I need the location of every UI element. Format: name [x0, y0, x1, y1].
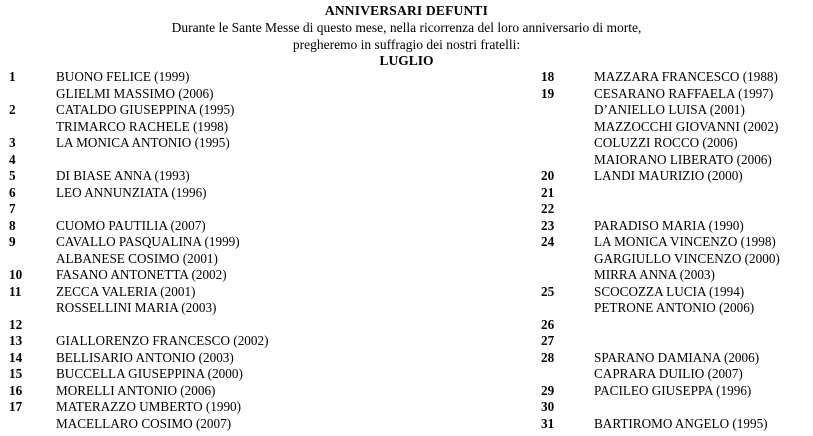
anniversary-row — [0, 366, 400, 383]
intro-line-2: pregheremo in suffragio dei nostri fratelli: — [292, 37, 521, 52]
anniversary-row — [535, 366, 813, 383]
deceased-name: PETRONE ANTONIO (2006) — [594, 300, 755, 315]
deceased-name: GLIELMI MASSIMO (2006) — [56, 85, 214, 101]
day-number: 6 — [9, 184, 16, 200]
anniversary-row — [535, 185, 813, 202]
deceased-name: CESARANO RAFFAELA (1997) — [594, 85, 774, 101]
day-number: 28 — [541, 349, 555, 365]
anniversary-row — [535, 251, 813, 268]
deceased-name: LEO ANNUNZIATA (1996) — [56, 184, 207, 200]
anniversary-row — [535, 317, 813, 334]
anniversary-row — [535, 201, 813, 218]
deceased-name: COLUZZI ROCCO (2006) — [594, 135, 738, 150]
left-column — [0, 69, 400, 432]
anniversary-row — [535, 234, 813, 251]
deceased-name: GARGIULLO VINCENZO (2000) — [594, 250, 780, 266]
day-number: 8 — [9, 217, 16, 233]
deceased-name: LA MONICA ANTONIO (1995) — [56, 135, 230, 150]
anniversary-row — [0, 119, 400, 136]
day-number: 17 — [9, 399, 23, 414]
anniversary-row — [535, 135, 813, 152]
deceased-name: SPARANO DAMIANA (2006) — [594, 349, 760, 365]
deceased-name: CATALDO GIUSEPPINA (1995) — [56, 102, 235, 117]
anniversary-row — [0, 185, 400, 202]
deceased-name: ZECCA VALERIA (2001) — [56, 283, 196, 299]
deceased-name: ROSSELLINI MARIA (2003) — [56, 300, 217, 315]
anniversary-row — [535, 218, 813, 235]
deceased-name: MIRRA ANNA (2003) — [594, 267, 715, 282]
day-number: 7 — [9, 201, 16, 216]
anniversary-row — [0, 251, 400, 268]
anniversary-row — [535, 350, 813, 367]
day-number: 13 — [9, 333, 23, 348]
day-number: 22 — [541, 201, 555, 216]
anniversary-row — [0, 168, 400, 185]
day-number: 15 — [9, 366, 23, 381]
day-number: 27 — [541, 333, 555, 348]
anniversary-row — [0, 218, 400, 235]
day-number: 2 — [9, 102, 16, 117]
anniversary-row — [535, 267, 813, 284]
deceased-name: CAPRARA DUILIO (2007) — [594, 366, 743, 381]
day-number: 4 — [9, 151, 16, 167]
day-number: 1 — [9, 69, 16, 84]
day-number: 29 — [541, 382, 555, 398]
deceased-name: BUCCELLA GIUSEPPINA (2000) — [56, 366, 243, 381]
deceased-name: ALBANESE COSIMO (2001) — [56, 250, 218, 266]
deceased-name: MAZZOCCHI GIOVANNI (2002) — [594, 118, 779, 134]
deceased-name: BARTIROMO ANGELO (1995) — [594, 415, 768, 431]
anniversary-row — [0, 317, 400, 334]
day-number: 5 — [9, 168, 16, 183]
deceased-name: FASANO ANTONETTA (2002) — [56, 267, 227, 282]
deceased-name: CUOMO PAUTILIA (2007) — [56, 217, 206, 233]
day-number: 3 — [9, 135, 16, 150]
anniversary-row — [0, 86, 400, 103]
deceased-name: PACILEO GIUSEPPA (1996) — [594, 382, 752, 398]
day-number: 31 — [541, 415, 555, 431]
day-number: 10 — [9, 267, 23, 282]
deceased-name: LANDI MAURIZIO (2000) — [594, 168, 743, 183]
deceased-name: D’ANIELLO LUISA (2001) — [594, 102, 745, 117]
document-title: ANNIVERSARI DEFUNTI — [324, 3, 489, 18]
deceased-name: MORELLI ANTONIO (2006) — [56, 382, 216, 398]
deceased-name: GIALLORENZO FRANCESCO (2002) — [56, 333, 269, 348]
deceased-name: PARADISO MARIA (1990) — [594, 217, 744, 233]
deceased-name: CAVALLO PASQUALINA (1999) — [56, 234, 240, 249]
day-number: 18 — [541, 69, 555, 84]
anniversary-row — [535, 300, 813, 317]
anniversary-row — [0, 201, 400, 218]
day-number: 23 — [541, 217, 555, 233]
deceased-name: MAIORANO LIBERATO (2006) — [594, 151, 772, 167]
anniversary-row — [0, 383, 400, 400]
anniversary-row — [0, 300, 400, 317]
deceased-name: LA MONICA VINCENZO (1998) — [594, 234, 776, 249]
anniversary-row — [0, 234, 400, 251]
anniversary-row — [535, 119, 813, 136]
anniversary-row — [535, 399, 813, 416]
anniversary-row — [535, 86, 813, 103]
anniversary-row — [535, 168, 813, 185]
deceased-name: BUONO FELICE (1999) — [56, 69, 190, 84]
day-number: 25 — [541, 283, 555, 299]
anniversary-row — [0, 350, 400, 367]
anniversary-row — [535, 383, 813, 400]
anniversary-row — [0, 152, 400, 169]
day-number: 14 — [9, 349, 23, 365]
anniversary-row — [535, 416, 813, 433]
day-number: 9 — [9, 234, 16, 249]
day-number: 19 — [541, 85, 555, 101]
anniversary-row — [0, 399, 400, 416]
month-heading: LUGLIO — [379, 53, 434, 68]
anniversary-row — [0, 135, 400, 152]
anniversary-row — [535, 284, 813, 301]
day-number: 30 — [541, 399, 555, 414]
anniversary-row — [0, 102, 400, 119]
anniversary-row — [535, 333, 813, 350]
day-number: 20 — [541, 168, 555, 183]
anniversary-row — [0, 267, 400, 284]
day-number: 21 — [541, 184, 555, 200]
anniversary-row — [535, 69, 813, 86]
anniversary-row — [0, 333, 400, 350]
intro-line-1: Durante le Sante Messe di questo mese, nella ricorrenza del loro anniversario di morte, — [171, 20, 642, 35]
deceased-name: SCOCOZZA LUCIA (1994) — [594, 283, 745, 299]
deceased-name: DI BIASE ANNA (1993) — [56, 168, 190, 183]
deceased-name: MAZZARA FRANCESCO (1988) — [594, 69, 778, 84]
right-column — [535, 69, 813, 432]
day-number: 24 — [541, 234, 555, 249]
deceased-name: MACELLARO COSIMO (2007) — [56, 415, 232, 431]
day-number: 16 — [9, 382, 23, 398]
anniversary-row — [0, 284, 400, 301]
anniversary-row — [535, 102, 813, 119]
anniversary-row — [535, 152, 813, 169]
anniversary-row — [0, 416, 400, 433]
day-number: 26 — [541, 316, 555, 332]
deceased-name: TRIMARCO RACHELE (1998) — [56, 118, 229, 134]
deceased-name: MATERAZZO UMBERTO (1990) — [56, 399, 242, 414]
day-number: 11 — [9, 283, 22, 299]
anniversary-row — [0, 69, 400, 86]
deceased-name: BELLISARIO ANTONIO (2003) — [56, 349, 234, 365]
day-number: 12 — [9, 316, 23, 332]
